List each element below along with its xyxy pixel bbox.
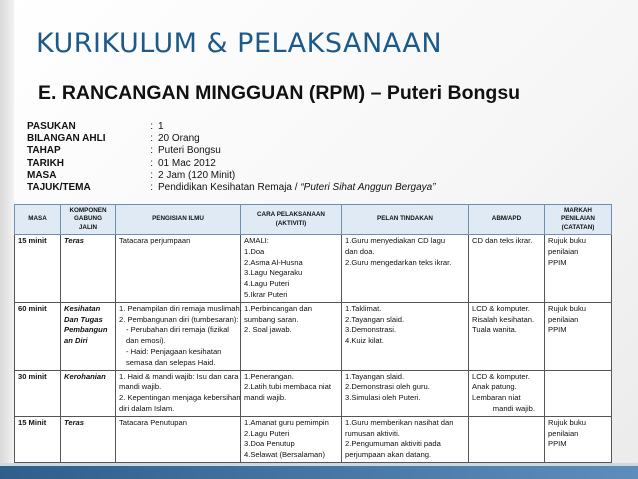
cell-masa: 30 minit: [15, 370, 61, 416]
header-pelan: PELAN TINDAKAN: [342, 205, 469, 235]
info-value: [158, 182, 436, 194]
cell-pelan: 1.Taklimat. 2.Tayangan slaid. 3.Demonstrasi. 4.Kuiz kilat.: [342, 302, 469, 370]
cell-pengisian: Tatacara perjumpaan: [116, 235, 241, 303]
rpm-table: [14, 204, 612, 463]
header-pengisian: PENGISIAN ILMU: [116, 205, 241, 235]
info-value: 20 Orang: [158, 133, 200, 145]
header-cara: CARA PELAKSANAAN (AKTIVITI): [241, 205, 342, 235]
table-row: [15, 416, 612, 462]
info-row-bilangan: BILANGAN AHLI : 20 Orang: [27, 133, 200, 145]
cell-pelan: 1.Tayangan slaid. 2.Demonstrasi oleh guru. 3.Simulasi oleh Puteri.: [342, 370, 469, 416]
cell-markah: Rujuk buku penilaian PPIM: [545, 235, 612, 303]
left-decor-bar: [0, 0, 14, 479]
cell-pengisian: Tatacara Penutupan: [116, 416, 241, 462]
cell-gabung: Kerohanian: [61, 370, 116, 416]
cell-markah: Rujuk buku penilaian PPIM: [545, 302, 612, 370]
info-value: Puteri Bongsu: [158, 145, 221, 157]
info-label: PASUKAN: [27, 121, 76, 132]
cell-masa: 15 minit: [15, 235, 61, 303]
info-row-tajuk: TAJUK/TEMA : Pendidikan Kesihatan Remaja / “Puteri Sihat Anggun Bergaya”: [27, 182, 436, 194]
info-block: [27, 121, 436, 194]
cell-gabung: Kesihatan Dan Tugas Pembangun an Diri: [61, 302, 116, 370]
info-row-tarikh: TARIKH : 01 Mac 2012: [27, 157, 216, 169]
tajuk-text: Pendidikan Kesihatan Remaja /: [158, 182, 301, 194]
cell-pengisian: 1. Penampilan diri remaja muslimah. 2. Pembangunan diri (tumbesaran): - Perubahan diri remaja (fizikal dan emosi). - Haid: Penjagaan kesihatan semasa dan selepas Haid.: [116, 302, 241, 370]
cell-cara: 1.Perbincangan dan sumbang saran. 2. Soal jawab.: [241, 302, 342, 370]
header-komponen: KOMPONEN GABUNG JALIN: [61, 205, 116, 235]
table-row: [15, 370, 612, 416]
info-value: 01 Mac 2012: [158, 157, 216, 169]
cell-pengisian: 1. Haid & mandi wajib: Isu dan cara mandi wajib. 2. Kepentingan menjaga kebersihan diri dalam Islam.: [116, 370, 241, 416]
cell-gabung: Teras: [61, 235, 116, 303]
info-row-pasukan: PASUKAN : 1: [27, 121, 164, 132]
info-label: MASA: [27, 169, 57, 181]
cell-pelan: 1.Guru menyediakan CD lagu dan doa. 2.Guru mengedarkan teks ikrar.: [342, 235, 469, 303]
cell-abm: LCD & komputer. Risalah kesihatan. Tuala wanita.: [469, 302, 545, 370]
info-row-tahap: TAHAP : Puteri Bongsu: [27, 145, 221, 157]
info-value: 2 Jam (120 Minit): [158, 169, 236, 181]
cell-cara: 1.Penerangan. 2.Latih tubi membaca niat mandi wajib.: [241, 370, 342, 416]
info-label: TAJUK/TEMA: [27, 182, 91, 194]
cell-abm: [469, 416, 545, 462]
table-header-row: [15, 205, 612, 235]
header-abm: ABM/APD: [469, 205, 545, 235]
cell-markah: Rujuk buku penilaian PPIM: [545, 416, 612, 462]
cell-abm: LCD & komputer. Anak patung. Lembaran niat mandi wajib.: [469, 370, 545, 416]
tema-text: “Puteri Sihat Anggun Bergaya”: [300, 182, 436, 194]
header-markah: MARKAH PENILAIAN (CATATAN): [545, 205, 612, 235]
cell-cara: 1.Amanat guru pemimpin 2.Lagu Puteri 3.Doa Penutup 4.Selawat (Bersalaman): [241, 416, 342, 462]
table-row: [15, 235, 612, 303]
info-label: TAHAP: [27, 145, 61, 157]
info-label: BILANGAN AHLI: [27, 133, 106, 145]
info-label: TARIKH: [27, 157, 65, 169]
cell-pelan: 1.Guru memberikan nasihat dan rumusan aktiviti. 2.Pengumuman aktiviti pada perjumpaan akan datang.: [342, 416, 469, 462]
cell-masa: 15 Minit: [15, 416, 61, 462]
cell-gabung: Teras: [61, 416, 116, 462]
cell-markah: [545, 370, 612, 416]
info-row-masa: MASA : 2 Jam (120 Minit): [27, 169, 236, 181]
cell-cara: AMALI: 1.Doa 2.Asma Al-Husna 3.Lagu Negaraku 4.Lagu Puteri 5.Ikrar Puteri: [241, 235, 342, 303]
header-masa: MASA: [15, 205, 61, 235]
cell-masa: 60 minit: [15, 302, 61, 370]
info-value: 1: [158, 121, 164, 132]
cell-abm: CD dan teks ikrar.: [469, 235, 545, 303]
slide-title: KURIKULUM & PELAKSANAAN: [36, 28, 443, 59]
footer-band: [0, 466, 638, 479]
slide-subtitle: E. RANCANGAN MINGGUAN (RPM) – Puteri Bongsu: [38, 82, 521, 104]
table-row: [15, 302, 612, 370]
